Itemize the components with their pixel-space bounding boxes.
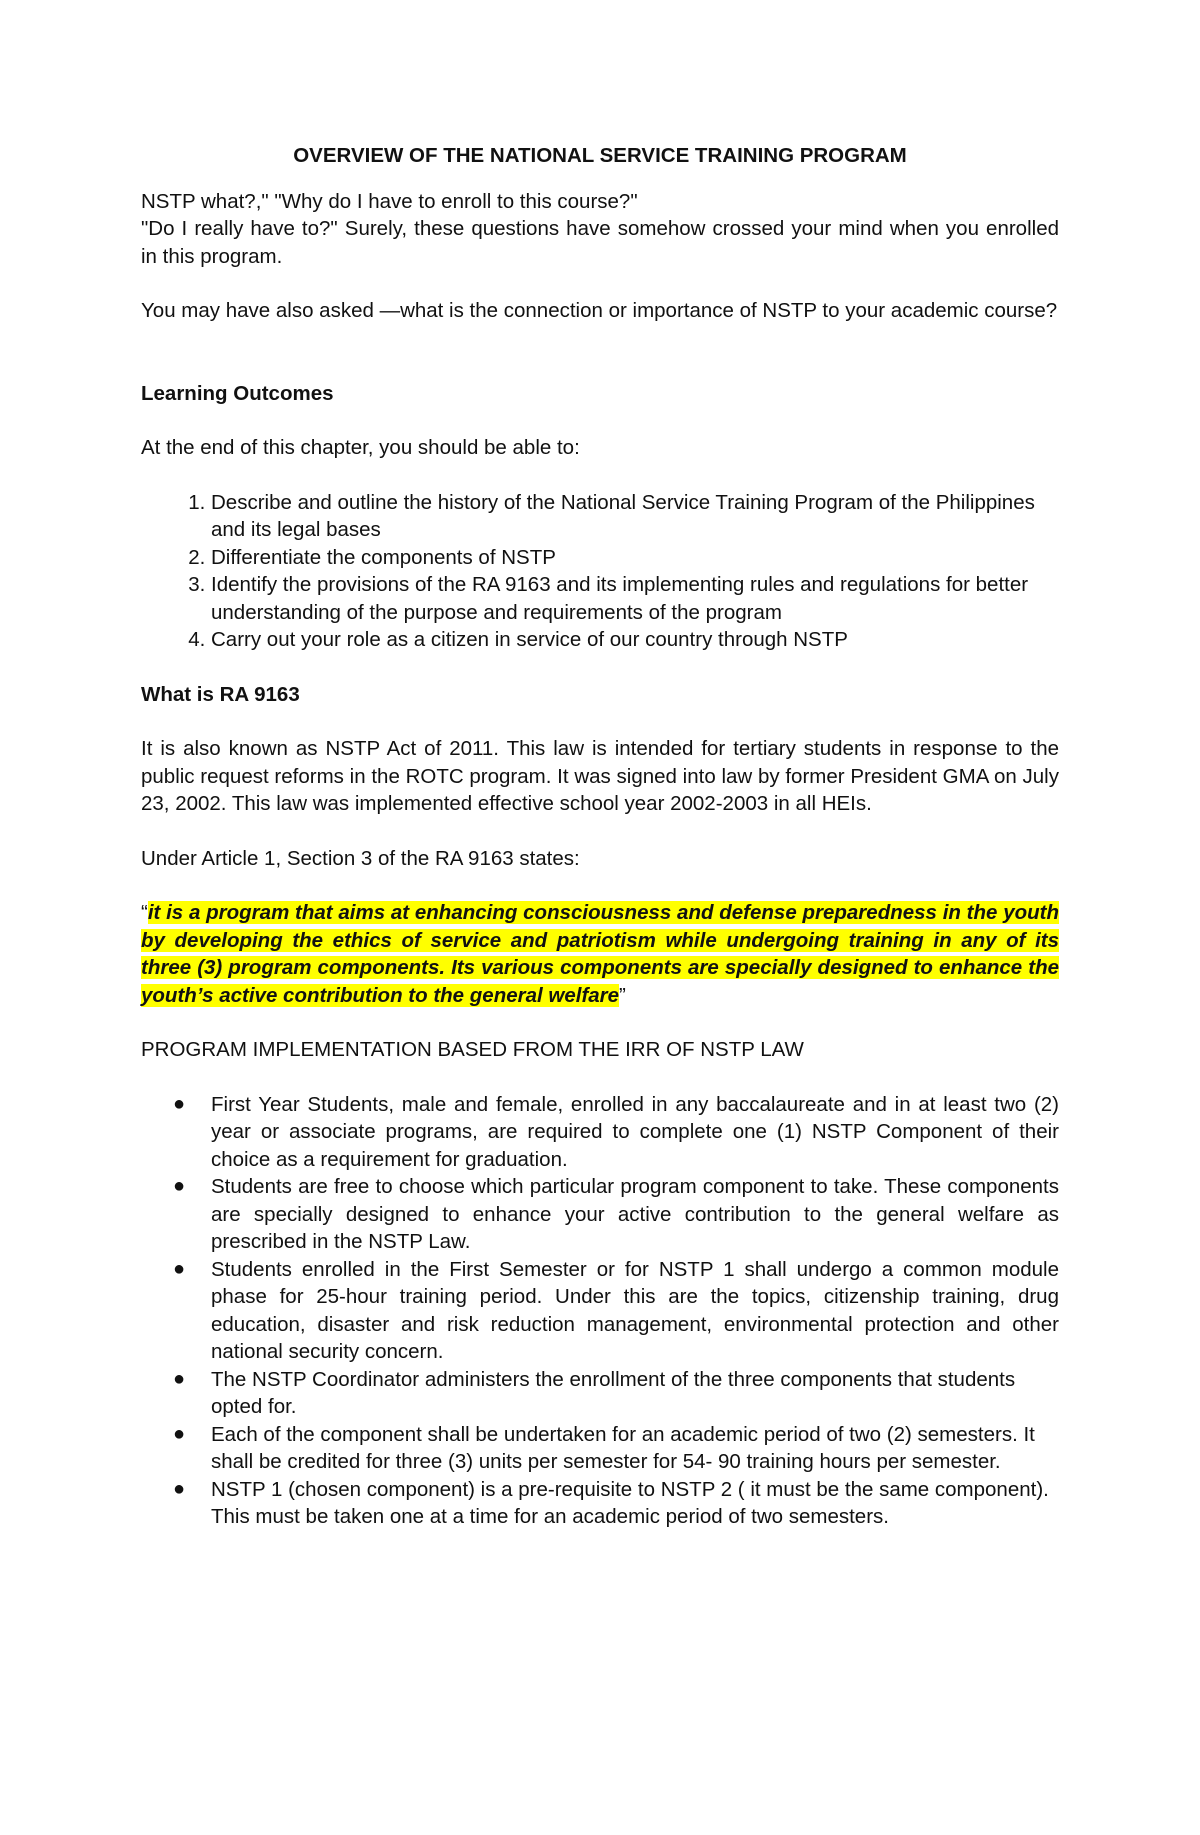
outcome-item: 4. Carry out your role as a citizen in service of our country through NSTP — [211, 626, 1059, 654]
intro-line-1: NSTP what?," "Why do I have to enroll to this course?" — [141, 189, 638, 213]
implementation-item-text: Students are free to choose which particular program component to take. These components are specially designed to enhance your active contribution to the general welfare as prescribed in the NSTP Law. — [211, 1175, 1059, 1253]
implementation-item — [173, 1476, 1059, 1531]
implementation-item — [173, 1091, 1059, 1174]
intro-line-2: "Do I really have to?" Surely, these questions have somehow crossed your mind when you enrolled in this program. — [141, 217, 1059, 268]
learning-outcomes-heading: Learning Outcomes — [141, 381, 334, 405]
open-quote-mark: “ — [141, 901, 148, 924]
bullet-icon: ● — [173, 1367, 186, 1390]
implementation-item — [173, 1366, 1059, 1421]
question-paragraph: You may have also asked —what is the connection or importance of NSTP to your academic course? — [141, 299, 1058, 322]
implementation-list — [141, 1091, 1059, 1531]
bullet-icon: ● — [173, 1422, 186, 1445]
intro-paragraph — [141, 188, 1059, 271]
ra9163-paragraph: It is also known as NSTP Act of 2011. This law is intended for tertiary students in response to the public request reforms in the ROTC program. It was signed into law by former President GMA on July 23, 2002. This law was implemented effective school year 2002-2003 in all HEIs. — [141, 737, 1059, 815]
close-quote-mark: ” — [619, 983, 626, 1007]
implementation-item-text: First Year Students, male and female, enrolled in any baccalaureate and in at least two (2) year or associate programs, are required to complete one (1) NSTP Component of their choice as a requirement for graduation. — [211, 1092, 1059, 1171]
document-title: OVERVIEW OF THE NATIONAL SERVICE TRAINING PROGRAM — [293, 144, 907, 167]
bullet-icon: ● — [173, 1175, 186, 1197]
article-reference: Under Article 1, Section 3 of the RA 9163 states: — [141, 846, 580, 870]
implementation-item — [173, 1421, 1059, 1476]
implementation-item — [173, 1173, 1059, 1256]
implementation-heading: PROGRAM IMPLEMENTATION BASED FROM THE IRR OF NSTP LAW — [141, 1038, 804, 1061]
quote-highlighted-text: it is a program that aims at enhancing consciousness and defense preparedness in the youth by developing the ethics of service and patriotism while undergoing training in any of its three (3) program components. Its various components are specially designed to enhance the youth’s active contribution to the general welfare — [141, 901, 1059, 1007]
bullet-icon: ● — [173, 1257, 186, 1280]
implementation-item — [173, 1256, 1059, 1366]
implementation-item-text: Students enrolled in the First Semester or for NSTP 1 shall undergo a common module phase for 25-hour training period. Under this are the topics, citizenship training, drug education, disaster and risk reduction management, environmental protection and other national security concern. — [211, 1257, 1059, 1363]
implementation-item-text: The NSTP Coordinator administers the enrollment of the three components that students opted for. — [211, 1367, 1016, 1418]
implementation-item-text: NSTP 1 (chosen component) is a pre-requisite to NSTP 2 ( it must be the same component). This must be taken one at a time for an academic period of two semesters. — [211, 1477, 1049, 1528]
implementation-item-text: Each of the component shall be undertaken for an academic period of two (2) semesters. It shall be credited for three (3) units per semester for 54- 90 training hours per semester. — [211, 1422, 1035, 1473]
bullet-icon: ● — [173, 1092, 186, 1115]
highlighted-quote — [141, 899, 1059, 1009]
learning-outcomes-lead: At the end of this chapter, you should be able to: — [141, 436, 580, 459]
ra9163-heading: What is RA 9163 — [141, 682, 300, 706]
bullet-icon: ● — [173, 1477, 186, 1500]
learning-outcomes-list — [141, 489, 1059, 654]
outcome-item: 3. Identify the provisions of the RA 9163 and its implementing rules and regulations for better understanding of the purpose and requirements of the program — [211, 571, 1059, 626]
outcome-item: 2. Differentiate the components of NSTP — [211, 544, 1059, 572]
document-page — [141, 142, 1059, 1531]
outcome-item: 1. Describe and outline the history of the National Service Training Program of the Philippines and its legal bases — [211, 489, 1059, 544]
